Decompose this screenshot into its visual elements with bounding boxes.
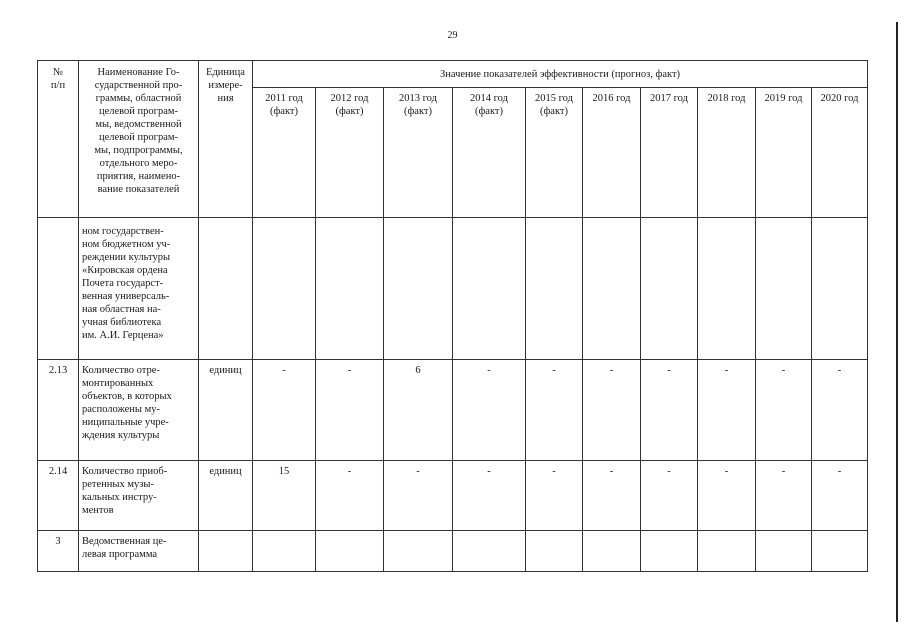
row-value: -	[526, 461, 583, 531]
row-unit	[199, 531, 253, 572]
row-value	[812, 218, 868, 360]
row-value	[253, 218, 316, 360]
row-value	[453, 531, 526, 572]
row-value	[756, 531, 812, 572]
row-value	[756, 218, 812, 360]
row-value: -	[756, 360, 812, 461]
table-row	[38, 461, 868, 531]
header-num: № п/п	[38, 61, 79, 218]
row-value: -	[384, 461, 453, 531]
row-value	[384, 531, 453, 572]
row-value	[316, 218, 384, 360]
row-value: -	[583, 360, 641, 461]
header-unit: Единица измере- ния	[199, 61, 253, 218]
header-year: 2020 год	[812, 88, 868, 218]
header-year: 2019 год	[756, 88, 812, 218]
header-year: 2018 год	[698, 88, 756, 218]
table-header	[38, 61, 868, 218]
kpi-table	[37, 60, 868, 572]
header-year: 2015 год (факт)	[526, 88, 583, 218]
header-year: 2012 год (факт)	[316, 88, 384, 218]
row-value	[453, 218, 526, 360]
row-value: -	[453, 360, 526, 461]
table-row	[38, 360, 868, 461]
row-value: -	[698, 461, 756, 531]
row-name: Количество отре- монтированных объектов, в которых расположены му- ниципальные учре- ждения культуры	[79, 360, 199, 461]
header-year: 2014 год (факт)	[453, 88, 526, 218]
header-name: Наименование Го- сударственной про- граммы, областной целевой програм- мы, ведомственной целевой програм- мы, подпрограммы, отдельного меро- приятия, наимено- вание показателей	[79, 61, 199, 218]
row-unit: единиц	[199, 461, 253, 531]
row-value: -	[641, 461, 698, 531]
page-number: 29	[447, 30, 458, 41]
row-value: -	[526, 360, 583, 461]
row-value: -	[812, 461, 868, 531]
row-value: -	[583, 461, 641, 531]
row-value: -	[641, 360, 698, 461]
row-value: -	[756, 461, 812, 531]
row-num: 2.14	[38, 461, 79, 531]
table-row	[38, 218, 868, 360]
row-value: -	[253, 360, 316, 461]
row-value: -	[453, 461, 526, 531]
row-name: ном государствен- ном бюджетном уч- реждении культуры «Кировская ордена Почета государст- венная универсаль- ная областная на- учная библиотека им. А.И. Герцена»	[79, 218, 199, 360]
row-value	[812, 531, 868, 572]
row-value: -	[812, 360, 868, 461]
row-value	[253, 531, 316, 572]
row-value: -	[316, 360, 384, 461]
row-unit: единиц	[199, 360, 253, 461]
row-name: Ведомственная це- левая программа	[79, 531, 199, 572]
row-num: 2.13	[38, 360, 79, 461]
header-values-group: Значение показателей эффективности (прогноз, факт)	[253, 61, 868, 88]
row-value: 6	[384, 360, 453, 461]
header-year: 2011 год (факт)	[253, 88, 316, 218]
header-year: 2017 год	[641, 88, 698, 218]
row-unit	[199, 218, 253, 360]
row-value	[698, 218, 756, 360]
header-year: 2013 год (факт)	[384, 88, 453, 218]
row-value	[641, 531, 698, 572]
row-value	[583, 531, 641, 572]
row-num: 3	[38, 531, 79, 572]
row-value	[583, 218, 641, 360]
table-row	[38, 531, 868, 572]
row-value	[316, 531, 384, 572]
row-value	[526, 531, 583, 572]
row-value	[526, 218, 583, 360]
row-value: 15	[253, 461, 316, 531]
page-edge-line	[896, 22, 898, 622]
row-value	[698, 531, 756, 572]
header-year: 2016 год	[583, 88, 641, 218]
row-value	[384, 218, 453, 360]
row-name: Количество приоб- ретенных музы- кальных инстру- ментов	[79, 461, 199, 531]
row-value: -	[698, 360, 756, 461]
row-value: -	[316, 461, 384, 531]
row-value	[641, 218, 698, 360]
row-num	[38, 218, 79, 360]
